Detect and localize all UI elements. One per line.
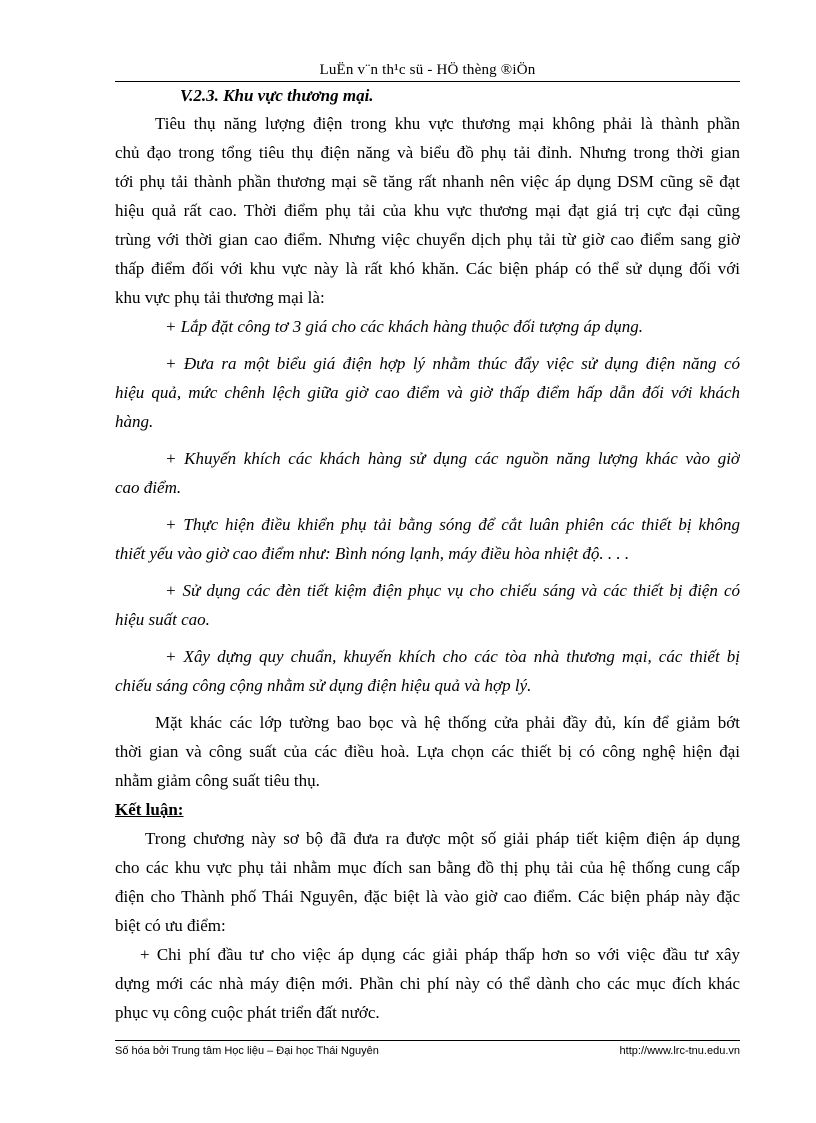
measure-line: + Đưa ra một biểu giá điện hợp lý nhằm thúc đẩy việc sử dụng điện năng có	[165, 354, 740, 373]
conclusion-heading: Kết luận:	[115, 800, 184, 819]
text-line: thời gian và công suất của các điều hoà. Lựa chọn các thiết bị có công nghệ hiện đại	[115, 742, 740, 761]
text-line: + Chi phí đầu tư cho việc áp dụng các giải pháp thấp hơn so với việc đầu tư xây	[140, 945, 740, 964]
text-line: phục vụ công cuộc phát triển đất nước.	[115, 1003, 380, 1022]
text-line: thấp điểm đối với khu vực này là rất khó khăn. Các biện pháp có thể sử dụng đối với	[115, 259, 740, 278]
measures-list	[115, 312, 740, 700]
text-line: hiệu quả rất cao. Thời điểm phụ tải của khu vực thương mại đạt giá trị cực đại cũng	[115, 201, 740, 220]
text-line: điện cho Thành phố Thái Nguyên, đặc biệt là vào giờ cao điểm. Các biện pháp này đặc	[115, 887, 740, 906]
measure-line: + Khuyến khích các khách hàng sử dụng các nguồn năng lượng khác vào giờ	[165, 449, 740, 468]
measure-line: cao điểm.	[115, 478, 182, 497]
text-line: dựng mới các nhà máy điện mới. Phần chi phí này có thể dành cho các mục đích khác	[115, 974, 740, 993]
text-line: cho các khu vực phụ tải nhằm mục đích san bằng đồ thị phụ tải của hệ thống cung cấp	[115, 858, 740, 877]
text-line: trùng với thời gian cao điểm. Nhưng việc chuyển dịch phụ tải từ giờ cao điểm sang giờ	[115, 230, 740, 249]
text-line: khu vực phụ tải thương mại là:	[115, 288, 325, 307]
text-line: chủ đạo trong tổng tiêu thụ điện năng và biểu đồ phụ tải đỉnh. Nhưng trong thời gian	[115, 143, 740, 162]
running-header: LuËn v¨n th¹c sü - HÖ thèng ®iÖn	[319, 62, 536, 78]
measure-line: + Lắp đặt công tơ 3 giá cho các khách hàng thuộc đối tượng áp dụng.	[165, 317, 644, 336]
text-line: biệt có ưu điểm:	[115, 916, 226, 935]
text-line: Mặt khác các lớp tường bao bọc và hệ thống cửa phải đầy đủ, kín để giảm bớt	[155, 713, 740, 732]
footer-url[interactable]: http://www.lrc-tnu.edu.vn	[619, 1045, 740, 1057]
footer-rule	[115, 1040, 740, 1041]
other-paragraph	[115, 708, 740, 795]
measure-line: + Thực hiện điều khiển phụ tải bằng sóng để cắt luân phiên các thiết bị không	[165, 515, 740, 534]
header-rule	[115, 81, 740, 82]
section-title: V.2.3. Khu vực thương mại.	[180, 86, 374, 105]
measure-line: + Xây dựng quy chuẩn, khuyến khích cho các tòa nhà thương mại, các thiết bị	[165, 647, 740, 666]
measure-line: hàng.	[115, 412, 154, 431]
measure-line: hiệu quả, mức chênh lệch giữa giờ cao điểm và giờ thấp điểm hấp dẫn đối với khách	[115, 383, 740, 402]
measure-line: thiết yếu vào giờ cao điểm như: Bình nóng lạnh, máy điều hòa nhiệt độ. . . .	[115, 544, 630, 563]
text-line: Tiêu thụ năng lượng điện trong khu vực thương mại không phải là thành phần	[155, 114, 740, 133]
text-line: tới phụ tải thành phần thương mại sẽ tăng rất nhanh nên việc áp dụng DSM cũng sẽ đạt	[115, 172, 740, 191]
document-body	[115, 83, 740, 1027]
conclusion-paragraph	[115, 824, 740, 940]
text-line: Trong chương này sơ bộ đã đưa ra được một số giải pháp tiết kiệm điện áp dụng	[145, 829, 740, 848]
footer-source: Số hóa bởi Trung tâm Học liệu – Đại học Thái Nguyên	[115, 1045, 379, 1057]
text-line: nhằm giảm công suất tiêu thụ.	[115, 771, 320, 790]
intro-paragraph	[115, 109, 740, 312]
measure-line: + Sử dụng các đèn tiết kiệm điện phục vụ cho chiếu sáng và các thiết bị điện có	[165, 581, 740, 600]
conclusion-bullet	[115, 940, 740, 1027]
measure-line: hiệu suất cao.	[115, 610, 210, 629]
measure-line: chiếu sáng công cộng nhằm sử dụng điện hiệu quả và hợp lý.	[115, 676, 532, 695]
